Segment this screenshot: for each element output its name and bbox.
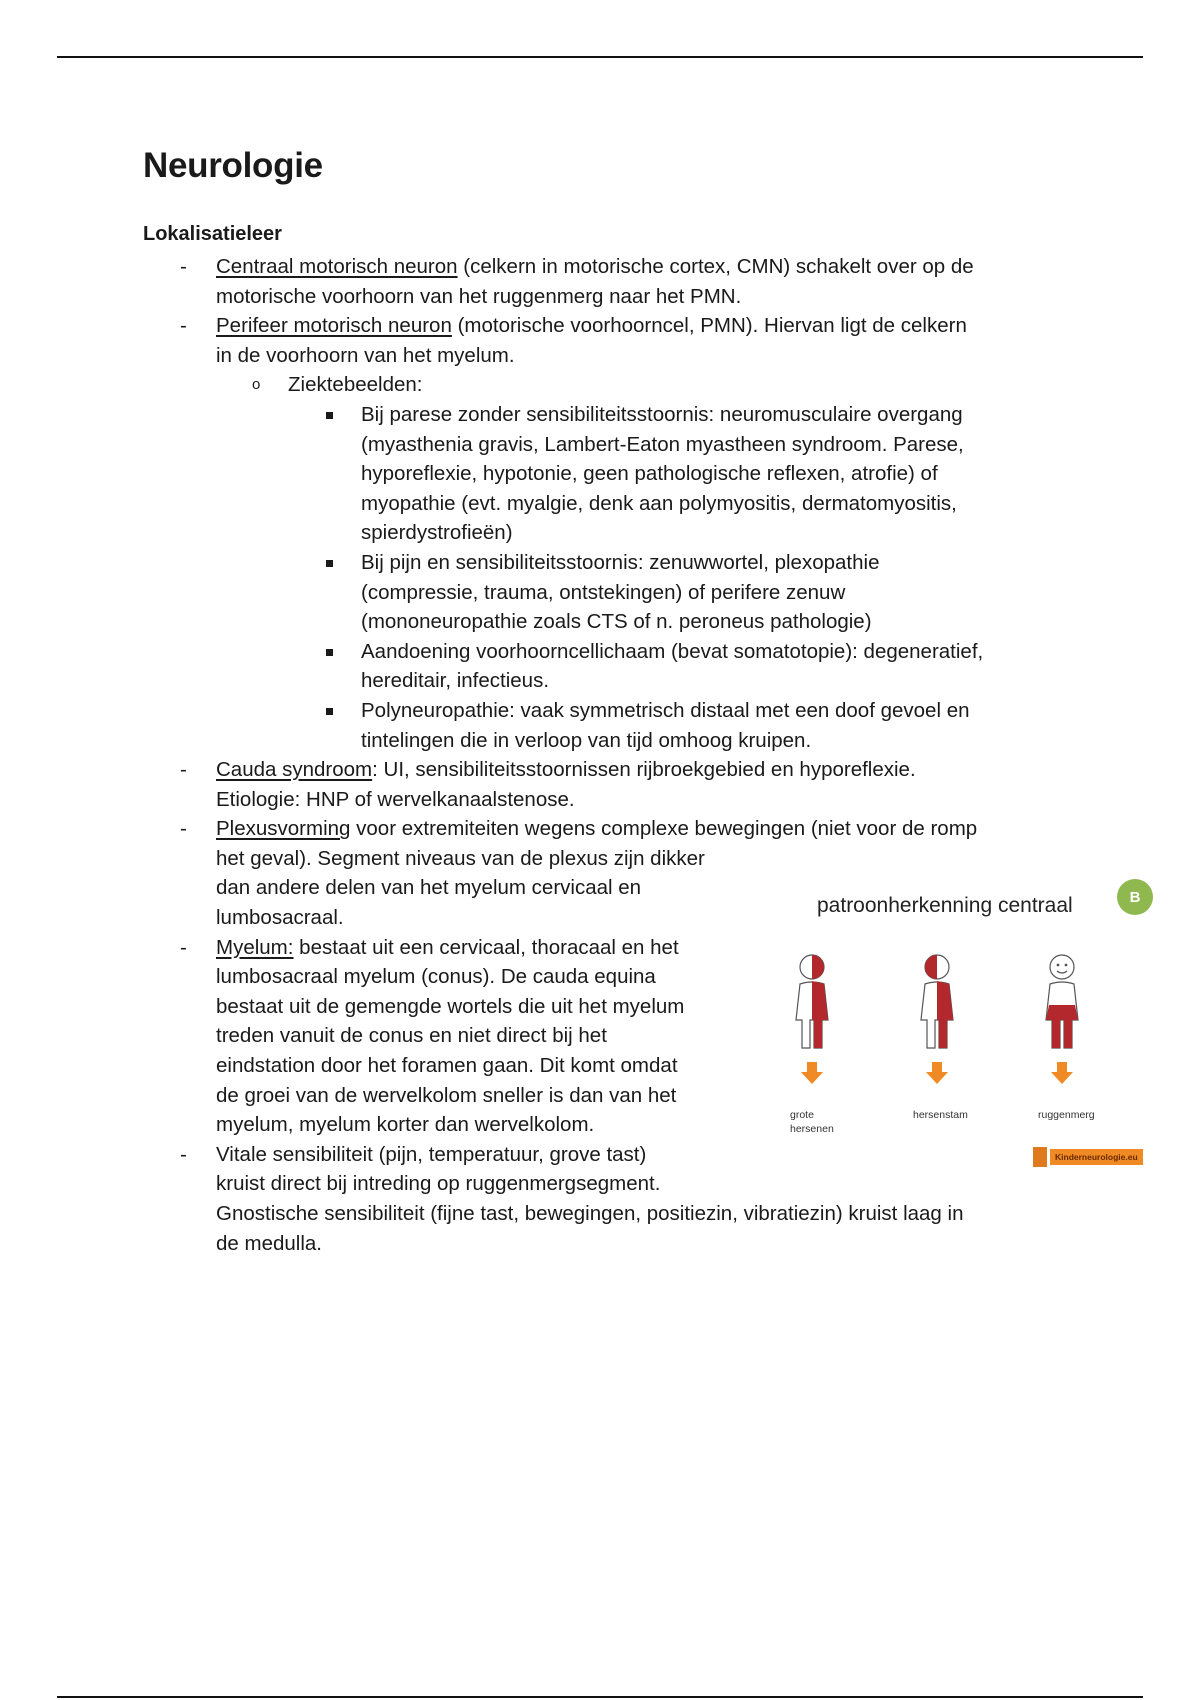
list-item-text: tintelingen die in verloop van tijd omhoog kruipen. xyxy=(361,728,812,752)
term-plexus: Plexusvorming xyxy=(216,817,351,841)
list-item-text: spierdystrofieën) xyxy=(361,521,513,545)
list-item-text: Bij parese zonder sensibiliteitsstoornis: neuromusculaire overgang xyxy=(361,402,963,426)
list-item-text: de groei van de wervelkolom sneller is dan van het xyxy=(216,1083,677,1107)
list-item-text: in de voorhoorn van het myelum. xyxy=(216,343,515,367)
list-item-text: (motorische voorhoorncel, PMN). Hiervan ligt de celkern xyxy=(451,314,967,338)
dash-marker: - xyxy=(180,935,187,959)
list-item-text: bestaat uit de gemengde wortels die uit het myelum xyxy=(216,994,685,1018)
term-myelum: Myelum: xyxy=(216,935,294,959)
square-marker xyxy=(326,412,333,419)
label-hersenstam: hersenstam xyxy=(913,1109,968,1121)
figure-title: patroonherkenning centraal xyxy=(817,894,1073,917)
list-item-text: (compressie, trauma, ontstekingen) of perifere zenuw xyxy=(361,580,846,604)
dash-marker: - xyxy=(180,314,187,338)
square-marker xyxy=(326,708,333,715)
list-item-text: Bij pijn en sensibiliteitsstoornis: zenuwwortel, plexopathie xyxy=(361,550,880,574)
list-item-text: het geval). Segment niveaus van de plexus zijn dikker xyxy=(216,846,705,870)
sub-sub-list-item xyxy=(0,400,1200,548)
sub-sub-list-item xyxy=(0,548,1200,637)
list-item-pmn xyxy=(0,311,1200,370)
dash-marker: - xyxy=(180,758,187,782)
term-cauda: Cauda syndroom xyxy=(216,758,373,782)
list-item-text: de medulla. xyxy=(216,1231,322,1255)
label-line: hersenen xyxy=(790,1123,834,1135)
figure-badge: B xyxy=(1117,879,1153,915)
sub-sub-list-item xyxy=(0,637,1200,696)
list-item-text: Gnostische sensibiliteit (fijne tast, bewegingen, positiezin, vibratiezin) kruist laag in xyxy=(216,1202,964,1225)
square-marker xyxy=(326,560,333,567)
list-item-text: kruist direct bij intreding op ruggenmergsegment. xyxy=(216,1172,661,1196)
label-grote-hersenen xyxy=(790,1108,834,1136)
logo-icon xyxy=(1033,1147,1047,1167)
label-line: grote xyxy=(790,1109,814,1121)
circle-marker: o xyxy=(252,376,261,394)
list-item-text: Polyneuropathie: vaak symmetrisch distaal met een doof gevoel en xyxy=(361,698,970,722)
list-item-text: dan andere delen van het myelum cervicaal en xyxy=(216,876,642,900)
footer-rule xyxy=(57,1696,1143,1698)
list-item-text: lumbosacraal. xyxy=(216,906,344,930)
list-item-text: (mononeuropathie zoals CTS of n. peroneus pathologie) xyxy=(361,610,872,634)
dash-marker: - xyxy=(180,255,187,278)
arrow-down-icon xyxy=(1051,1062,1073,1084)
list-item-text: voor extremiteiten wegens complexe bewegingen (niet voor de romp xyxy=(350,817,978,841)
header-rule xyxy=(57,56,1143,58)
list-item-text: lumbosacraal myelum (conus). De cauda equina xyxy=(216,965,656,989)
pattern-recognition-figure xyxy=(770,870,1160,1170)
list-item-text: myopathie (evt. myalgie, denk aan polymyositis, dermatomyositis, xyxy=(361,491,957,515)
list-item-text: Aandoening voorhoorncellichaam (bevat somatotopie): degeneratief, xyxy=(361,639,984,663)
list-item-text: (myasthenia gravis, Lambert-Eaton myastheen syndroom. Parese, xyxy=(361,432,964,456)
dash-marker: - xyxy=(180,1142,187,1166)
list-item-text: Vitale sensibiliteit (pijn, temperatuur, grove tast) xyxy=(216,1142,647,1166)
list-item-cauda xyxy=(0,755,1200,814)
term-cmn: Centraal motorisch neuron xyxy=(216,255,458,278)
list-item-text: (celkern in motorische cortex, CMN) schakelt over op de xyxy=(457,255,974,278)
arrow-down-icon xyxy=(926,1062,948,1084)
list-item-text: treden vanuit de conus en niet direct bij het xyxy=(216,1024,607,1048)
dash-marker: - xyxy=(180,817,187,841)
list-item-text: myelum, myelum korter dan wervelkolom. xyxy=(216,1113,595,1137)
list-item-text: Ziektebeelden: xyxy=(288,373,423,397)
arrow-icons xyxy=(801,1062,1073,1084)
list-item-cmn xyxy=(0,252,1200,311)
list-item-text: : UI, sensibiliteitsstoornissen rijbroekgebied en hyporeflexie. xyxy=(372,758,916,782)
list-item-text: eindstation door het foramen gaan. Dit komt omdat xyxy=(216,1054,678,1078)
term-pmn: Perifeer motorisch neuron xyxy=(216,314,452,338)
sub-list-item-ziektebeelden xyxy=(0,370,1200,400)
page-title: Neurologie xyxy=(143,146,323,185)
figure-brainstem xyxy=(921,955,953,1048)
logo-text: Kinderneurologie.eu xyxy=(1050,1149,1143,1165)
square-marker xyxy=(326,649,333,656)
sub-sub-list-item xyxy=(0,696,1200,755)
list-item-text: bestaat uit een cervicaal, thoracaal en het xyxy=(293,935,679,959)
section-heading: Lokalisatieleer xyxy=(143,223,282,245)
figure-cerebrum xyxy=(796,955,828,1048)
arrow-down-icon xyxy=(801,1062,823,1084)
list-item-text: hereditair, infectieus. xyxy=(361,669,550,693)
kinderneurologie-logo xyxy=(1033,1147,1143,1167)
list-item-text: Etiologie: HNP of wervelkanaalstenose. xyxy=(216,787,575,811)
list-item-text: motorische voorhoorn van het ruggenmerg naar het PMN. xyxy=(216,284,742,308)
list-item-text: hyporeflexie, hypotonie, geen pathologische reflexen, atrofie) of xyxy=(361,462,938,486)
figure-spinal-cord xyxy=(1046,955,1078,1048)
label-ruggenmerg: ruggenmerg xyxy=(1038,1109,1095,1121)
